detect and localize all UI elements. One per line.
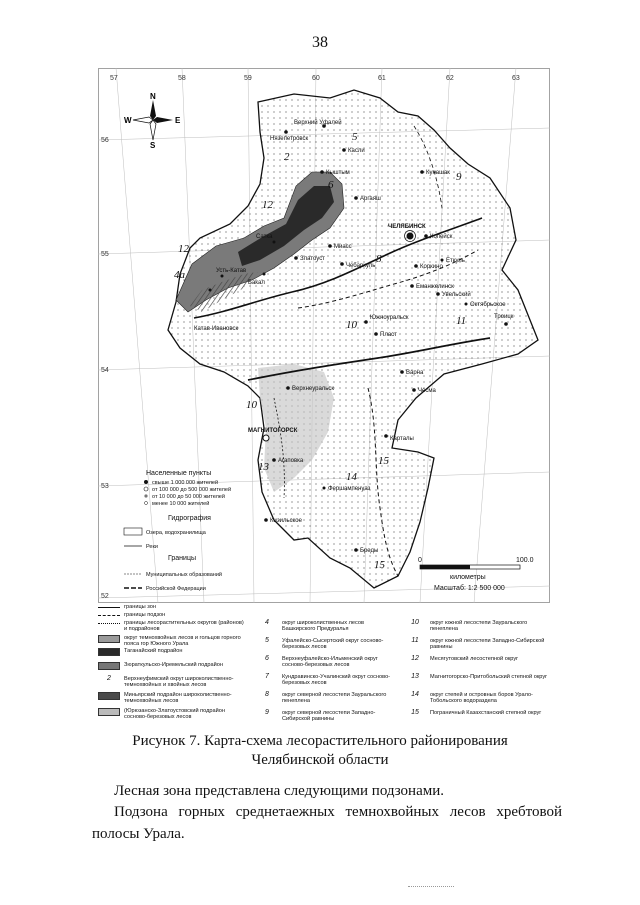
city-label: Агаповка (278, 458, 304, 464)
lat-label: 55 (101, 251, 109, 258)
lat-label: 52 (101, 593, 109, 600)
svg-text:свыше 1 000 000 жителей: свыше 1 000 000 жителей (152, 480, 219, 486)
svg-text:Населенные пункты: Населенные пункты (146, 470, 212, 477)
svg-text:W: W (124, 116, 132, 125)
zone-number: 6 (328, 179, 334, 191)
footer-divider (408, 886, 454, 887)
legend-row: 5 Уфалейско-Сысертский округ сосново-березовых лесов (265, 637, 384, 651)
legend-row: границы лесорастительных округов (районов) и подрайонов (98, 620, 248, 632)
zone-number: 15 (374, 559, 385, 571)
city-label: Коркино (420, 264, 443, 270)
city-label: Чебаркуль (346, 263, 376, 269)
legend-row: 7 Кундравинско-Учалинский округ сосново-березовых лесов (265, 673, 391, 687)
svg-text:100.0: 100.0 (516, 557, 534, 564)
svg-text:Российской Федерации: Российской Федерации (146, 586, 206, 592)
lat-label: 56 (101, 137, 109, 144)
lon-label: 61 (378, 75, 386, 82)
zone-number: 9 (456, 171, 462, 183)
svg-text:менее 10 000 жителей: менее 10 000 жителей (152, 501, 210, 507)
map-legend (98, 604, 550, 726)
city-label: Верхнеуральск (292, 386, 335, 392)
svg-text:Масштаб: 1:2 500 000: Масштаб: 1:2 500 000 (434, 585, 505, 592)
city-label: Еманжелинск (416, 284, 454, 290)
lon-label: 62 (446, 75, 454, 82)
svg-text:Реки: Реки (146, 544, 158, 550)
zone-number: 4а (174, 269, 185, 281)
body-paragraph: Лесная зона представлена следующими подзонами. (114, 783, 444, 799)
zone-number: 8 (376, 253, 382, 265)
legend-row: Миньярский подрайон широколиственно-темнохвойных лесов (98, 692, 248, 704)
svg-text:N: N (150, 92, 156, 101)
legend-row: 12 Месягутовский лесостепной округ (411, 655, 519, 662)
city-label: Кунашак (426, 170, 450, 176)
city-label: Карталы (390, 436, 414, 442)
svg-text:Озера, водохранилища: Озера, водохранилища (146, 530, 206, 536)
page-number: 38 (312, 34, 328, 51)
legend-row: 6 Верхнеуфалейско-Ильменский округ сосново-березовых лесов (265, 655, 378, 669)
svg-text:0: 0 (418, 557, 422, 564)
lon-label: 58 (178, 75, 186, 82)
city-label: Южноуральск (370, 315, 409, 321)
city-label: Чесма (418, 388, 436, 394)
city-label: МАГНИТОГОРСК (248, 428, 298, 434)
zone-number: 10 (346, 319, 357, 331)
svg-text:от 10 000 до 50 000 жителей: от 10 000 до 50 000 жителей (152, 494, 225, 500)
figure-caption (0, 732, 640, 770)
city-label: Кизильское (270, 518, 302, 524)
city-label: Касли (348, 148, 365, 154)
city-label: Пласт (380, 332, 397, 338)
legend-row: 14 округ степей и островных боров Урало-Тобольского водораздела (411, 691, 533, 705)
forest-zoning-map (98, 68, 550, 603)
city-label: Увельский (442, 292, 471, 298)
city-label: Златоуст (300, 256, 325, 262)
lat-label: 54 (101, 367, 109, 374)
legend-row: 15 Пограничный Казахстанский степной округ (411, 709, 542, 716)
city-label: Сатка (256, 234, 273, 240)
legend-row: 9 округ северной лесостепи Западно-Сибирской равнины (265, 709, 376, 723)
city-label: Варна (406, 370, 424, 376)
svg-text:Гидрография: Гидрография (168, 515, 211, 522)
svg-text:Границы: Границы (168, 555, 196, 562)
city-label: Копейск (430, 234, 453, 240)
zone-number: 2 (284, 151, 290, 163)
svg-text:от 100 000 до 500 000 жителей: от 100 000 до 500 000 жителей (152, 487, 232, 493)
legend-row: (Юрюзанско-Златоустовский подрайон сосново-березовых лесов (98, 708, 248, 720)
city-label: Верхний Уфалей (294, 120, 342, 126)
lon-label: 60 (312, 75, 320, 82)
city-label: Бакал (248, 280, 265, 286)
map-inner-legend (124, 470, 231, 592)
city-label: Кыштым (326, 170, 350, 176)
body-paragraph: Подзона горных среднетаежных темнохвойных лесов хребтовой полосы Урала. (92, 804, 562, 842)
lon-label: 57 (110, 75, 118, 82)
zone-number: 12 (262, 199, 273, 211)
legend-row: границы подзон (98, 612, 248, 618)
lat-label: 53 (101, 483, 109, 490)
city-label: Нязепетровск (270, 136, 309, 142)
city-label: Катав-Ивановск (194, 326, 239, 332)
lon-label: 63 (512, 75, 520, 82)
city-label: Аргаяш (360, 196, 381, 202)
city-label: Миасс (334, 244, 352, 250)
legend-row: 10 округ южной лесостепи Зауральского пенеплена (411, 619, 528, 633)
zone-number: 10 (246, 399, 257, 411)
caption-line: Рисунок 7. Карта-схема лесорастительного районирования (132, 733, 508, 749)
svg-text:Муниципальных образований: Муниципальных образований (146, 572, 222, 578)
zone-number: 12 (178, 243, 189, 255)
legend-row: 11 округ южной лесостепи Западно-Сибирской равнины (411, 637, 545, 651)
city-label: Фершампенуаз (328, 486, 371, 492)
city-label: Троицк (494, 314, 514, 320)
legend-row: 8 округ северной лесостепи Зауральского пенеплена (265, 691, 387, 705)
legend-row: 2 Верхнеуфимский округ широколиственно-темнохвойных и хвойных лесов (107, 675, 234, 689)
zone-number: 13 (258, 461, 269, 473)
svg-text:S: S (150, 141, 156, 150)
city-label: ЧЕЛЯБИНСК (388, 224, 426, 230)
zone-number: 5 (352, 131, 358, 143)
zone-number: 15 (378, 455, 389, 467)
caption-line: Челябинской области (251, 752, 389, 768)
lon-label: 59 (244, 75, 252, 82)
zone-number: 11 (456, 315, 467, 327)
city-label: Усть-Катав (216, 268, 247, 274)
city-label: Октябрьское (470, 302, 506, 308)
compass-rose-icon (124, 92, 181, 150)
svg-text:километры: километры (450, 574, 486, 581)
legend-row: Зюраткульско-Иремельский подрайон (98, 662, 248, 670)
city-label: Еткуль (446, 258, 465, 264)
legend-row: 4 округ широколиственных лесов Башкирского Предуралья (265, 619, 364, 633)
svg-text:E: E (175, 116, 181, 125)
city-label: Бреды (360, 548, 379, 554)
legend-row: Таганайский подрайон (98, 648, 248, 656)
zone-number: 14 (346, 471, 357, 483)
legend-row: 13 Магнитогорско-Притобольский степной округ (411, 673, 548, 680)
legend-row: округ темнохвойных лесов и гольцов горного пояса гор Южного Урала (98, 635, 248, 647)
legend-row: границы зон (98, 604, 248, 610)
